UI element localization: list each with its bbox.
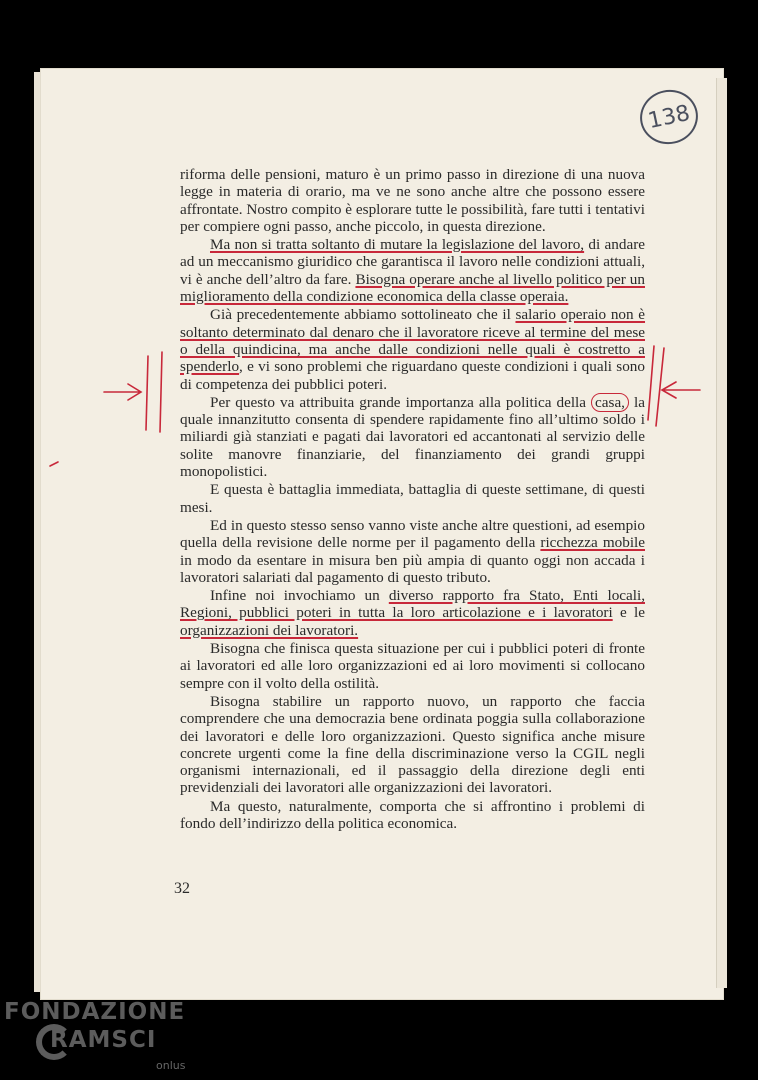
text-run: Bisogna stabilire un rapporto nuovo, un rapporto che faccia comprendere che una democrazia bene ordinata poggia sulla collaborazione dei lavoratori e delle loro organizzazioni. Questo significa anche misure concrete urgenti come la fine della discriminazione verso la CGIL negli organismi internazionali, ed il passaggio della direzione degli enti previdenziali dei lavoratori alle organizzazioni dei lavoratori. xyxy=(180,692,645,797)
text-run: Infine noi invochiamo un xyxy=(210,587,389,605)
text-run: di andare ad un meccanismo giuridico che garantisca il lavoro nelle condizioni attuali, vi è anche dell’altro da fare. xyxy=(180,236,645,288)
text-run: Bisogna che finisca questa situazione per cui i pubblici poteri di fronte ai lavoratori ed alle loro organizzazioni ed ai loro movimenti si collocano sempre con il volto della ostilità. xyxy=(180,640,645,692)
text-run: e le xyxy=(612,604,645,622)
watermark-g-logo-icon xyxy=(36,1024,72,1060)
text-run: E questa è battaglia immediata, battaglia di queste settimane, di questi mesi. xyxy=(180,481,645,516)
text-run: Ed in questo stesso senso vanno viste anche altre questioni, ad esempio quella della revisione delle norme per il pagamento della xyxy=(180,516,645,552)
text-run: in modo da esentare in misura ben più ampia di quanto oggi non accada i lavoratori salariati dal pagamento di questo tributo. xyxy=(180,551,645,586)
folio-number-stamp: 138 xyxy=(635,85,703,150)
right-margin-bar-1 xyxy=(648,346,654,420)
underlined-text: Ma non si tratta soltanto di mutare la legislazione del lavoro, xyxy=(210,236,585,254)
watermark-onlus: onlus xyxy=(156,1059,186,1072)
watermark-line-2: RAMSCI xyxy=(50,1027,157,1053)
left-arrow-icon xyxy=(104,384,141,400)
underlined-text: salario operaio non è soltanto determinato dal denaro che il lavoratore riceve al termine del mese o della quindicina, ma anche dalle condizioni nelle quali è costretto a spenderlo xyxy=(180,306,646,376)
underlined-text: Bisogna operare anche al livello politico per un miglioramento della condizione economica della classe operaia. xyxy=(180,270,645,306)
fondazione-gramsci-watermark xyxy=(4,998,186,1072)
text-run: riforma delle pensioni, maturo è un primo passo in direzione di una nuova legge in materia di orario, ma ve ne sono anche altre che possono essere affrontate. Nostro compito è esplorare tutte le possibilità, fare tutti i tentativi per compiere ogni passo, anche piccolo, in questa direzione. xyxy=(180,166,645,235)
circled-word: casa, xyxy=(591,393,629,412)
text-run: Già precedentemente abbiamo sottolineato che il xyxy=(210,306,516,324)
text-run: , e vi sono problemi che riguardano queste condizioni i quali sono di competenza dei pubblici poteri. xyxy=(180,358,645,393)
underlined-text: diverso rapporto fra Stato, Enti locali, Regioni, pubblici poteri in tutta la loro articolazione e i lavoratori xyxy=(180,587,645,622)
page-number: 32 xyxy=(174,880,190,897)
text-run: la quale innanzitutto consenta di spendere rapidamente fino all’ultimo soldo i miliardi già stanziati e pagati dai lavoratori ed accantonati al servizio delle solite manovre finanziarie, del finanziamento dei grandi gruppi monopolistici. xyxy=(180,393,645,481)
text-run: Per questo va attribuita grande importanza alla politica della xyxy=(210,393,592,411)
left-margin-bar-1 xyxy=(146,356,148,430)
underlined-text: organizzazioni dei lavoratori. xyxy=(180,621,359,639)
left-margin-bar-2 xyxy=(160,352,162,432)
watermark-line-1: FONDAZIONE xyxy=(4,999,186,1025)
underlined-text: ricchezza mobile xyxy=(540,534,645,552)
right-margin-bar-2 xyxy=(656,348,664,426)
margin-dash-mark xyxy=(50,462,58,466)
text-run: Ma questo, naturalmente, comporta che si affrontino i problemi di fondo dell’indirizzo della politica economica. xyxy=(180,797,645,832)
right-arrow-icon xyxy=(662,382,700,398)
